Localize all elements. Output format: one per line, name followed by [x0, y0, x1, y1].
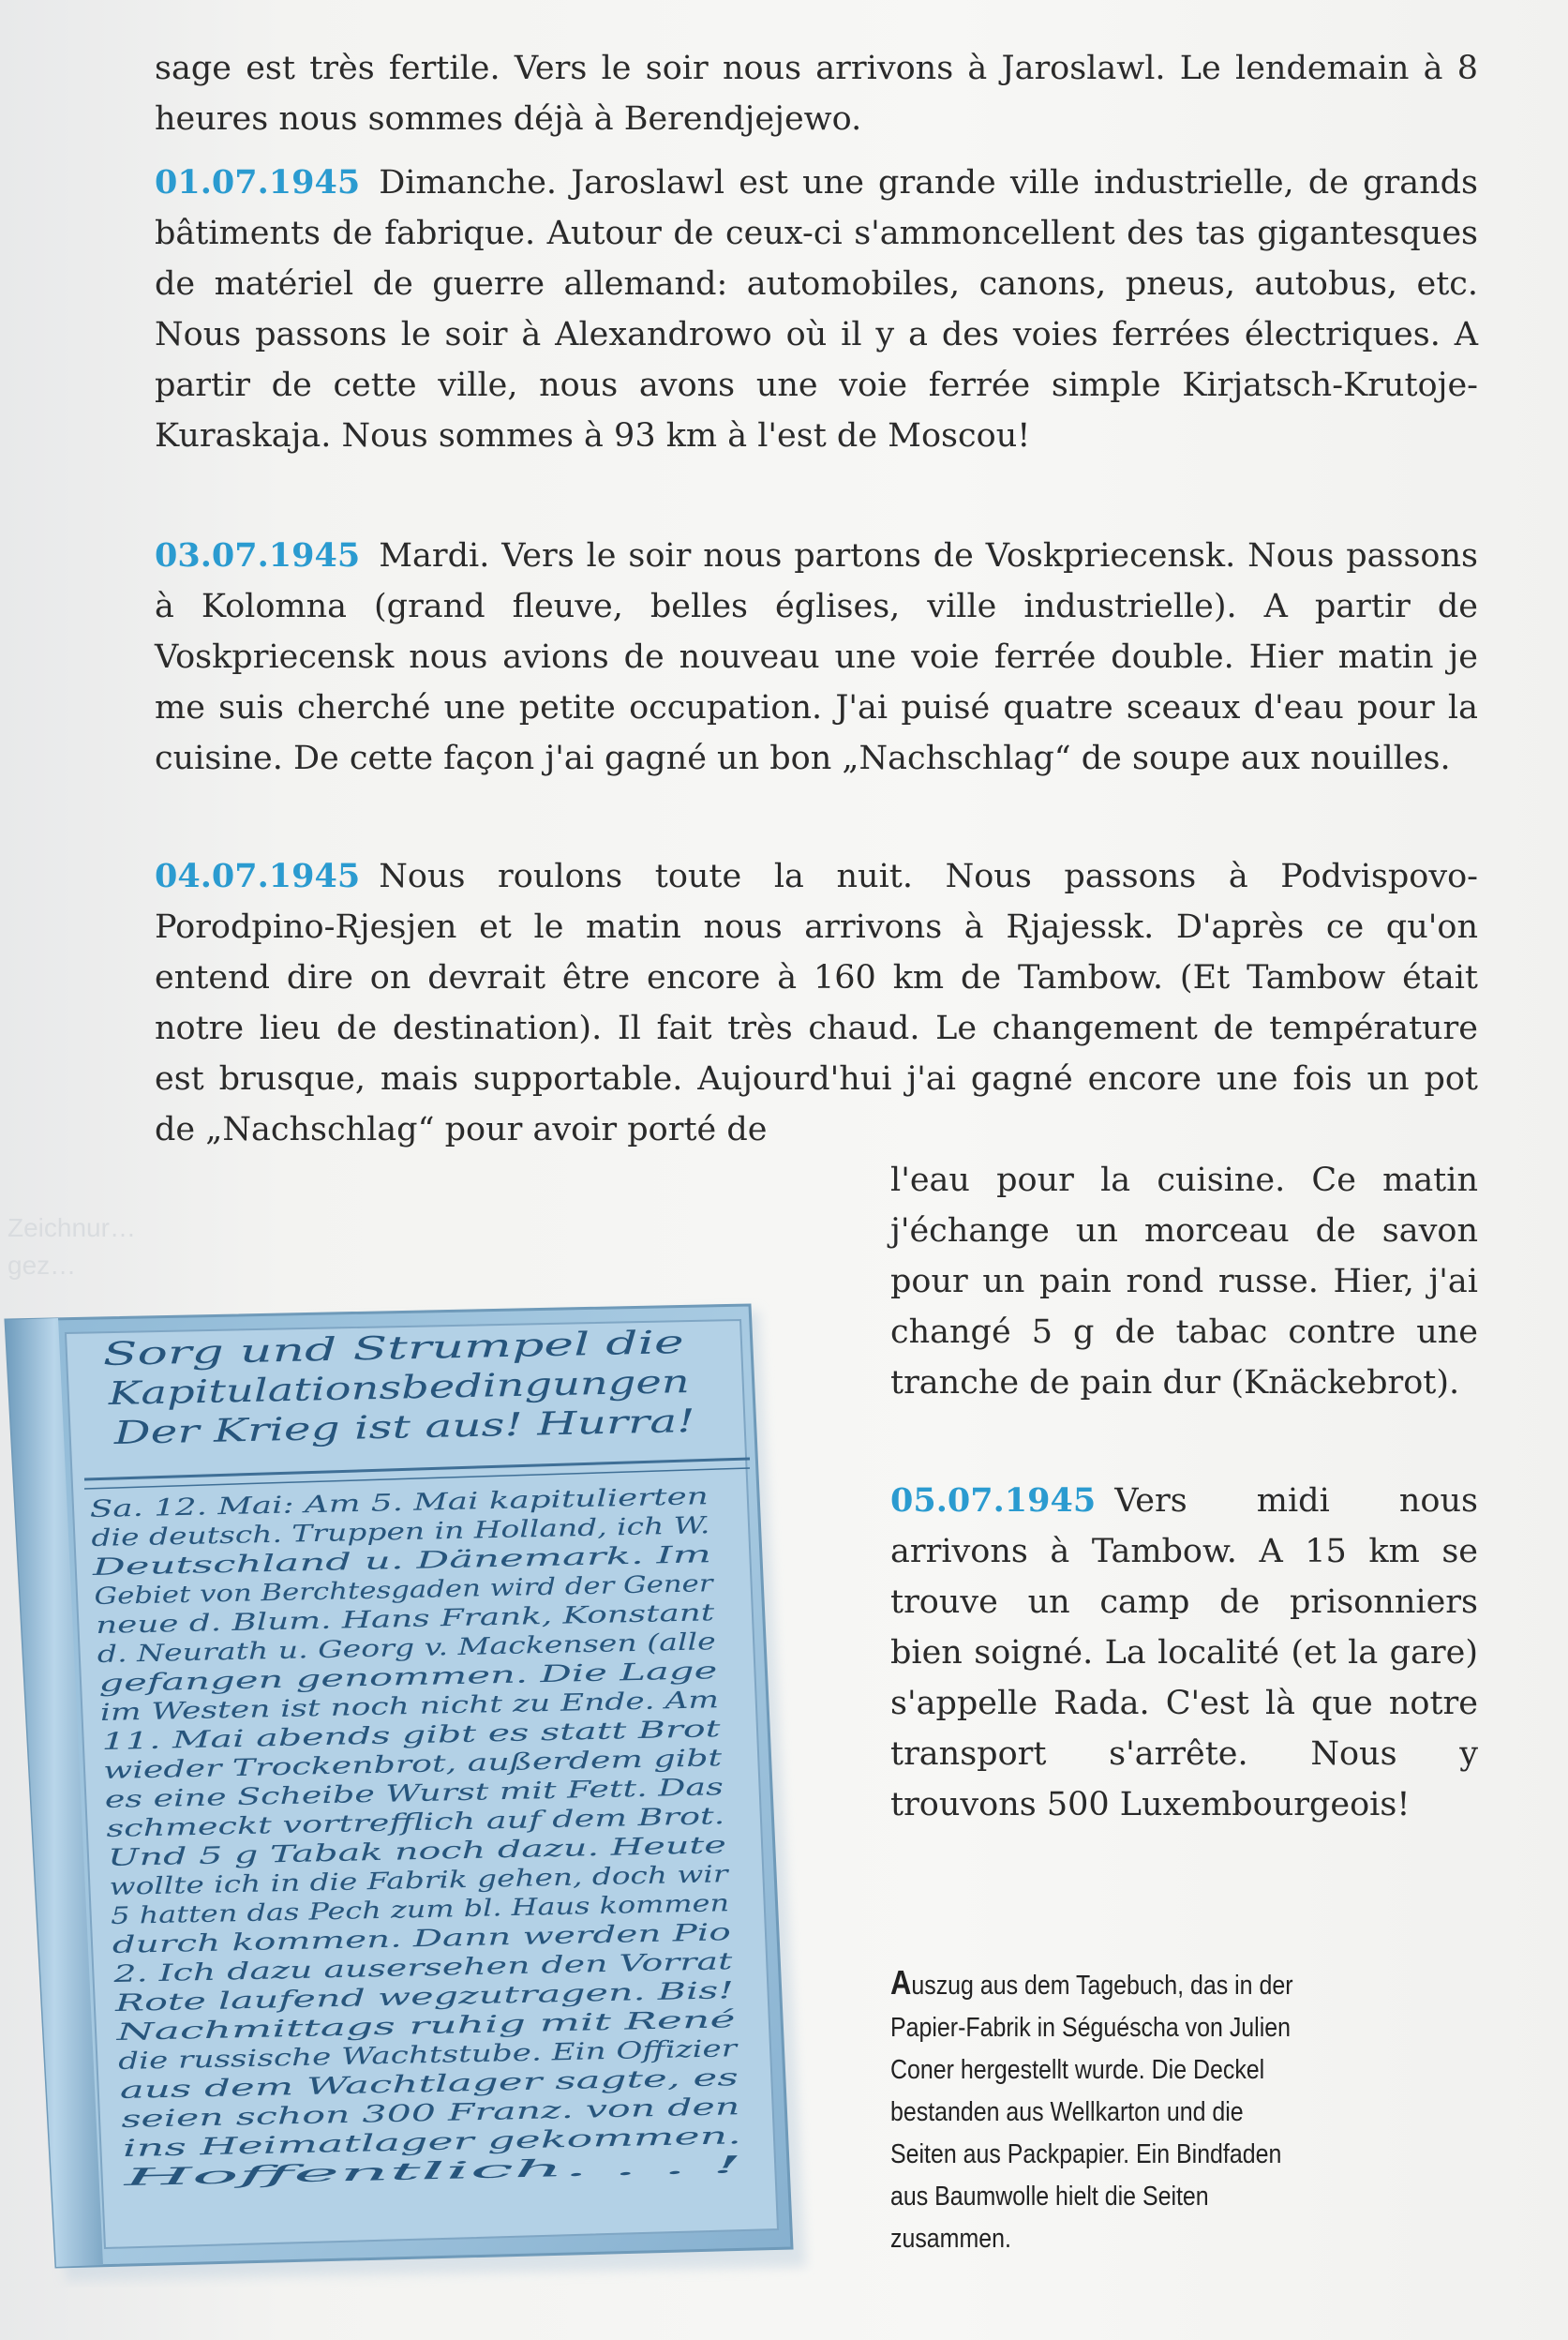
- entry-text: Nous roulons toute la nuit. Nous passons à Podvispovo-Porodpino-Rjesjen et le matin nous arrivons à Rjajessk. D'après ce qu'on entend dire on devrait être encore à 160 km de Tambow. (Et Tambow était notre lieu de destination). Il fait très chaud. Le changement de température est brusque, mais supportable. Aujourd'hui j'ai gagné encore une fois un pot de „Nachschlag“ pour avoir porté de: [155, 858, 1478, 1148]
- handwritten-line: Deutschland u. Dänemark. Im: [92, 1546, 450, 1581]
- entry-date: 05.07.1945: [890, 1481, 1097, 1520]
- handwritten-line: Der Krieg ist aus! Hurra!: [113, 1405, 522, 1452]
- entry-date: 01.07.1945: [155, 163, 361, 202]
- handwritten-line: wollte ich in die Fabrik gehen, doch wir: [109, 1863, 582, 1900]
- diary-notebook-photo: [0, 1292, 815, 2288]
- handwritten-line: seien schon 300 Franz. von den: [121, 2097, 499, 2133]
- entry-date: 04.07.1945: [155, 857, 361, 895]
- handwritten-line: 5 hatten das Pech zum bl. Haus kommen: [110, 1892, 596, 1929]
- faded-background-caption: Zeichnur… gez…: [7, 1213, 136, 1280]
- entry-text-continued: l'eau pour la cuisine. Ce matin j'échange un morceau de savon pour un pain rond russe. Hier, j'ai changé 5 g de tabac contre une tranche de pain dur (Knäckebrot).: [890, 1162, 1478, 1402]
- entry-date: 03.07.1945: [155, 536, 361, 575]
- handwritten-line: 11. Mai abends gibt es statt Brot: [101, 1719, 494, 1755]
- caption-initial: A: [890, 1963, 912, 2002]
- diary-entry-0407-continued: [890, 1155, 1478, 1408]
- image-caption: [890, 1961, 1309, 2260]
- handwritten-line: Kapitulationsbedingungen: [108, 1366, 536, 1413]
- diary-entry-0507: [890, 1476, 1478, 1830]
- entry-text: Vers midi nous arrivons à Tambow. A 15 km se trouve un camp de prisonniers bien soigné. La localité (et la gare) s'appelle Rada. C'est là que notre transport s'arrête. Nous y trouvons 500 Luxembourgeois!: [890, 1482, 1478, 1823]
- handwritten-line: Rote laufend wegzutragen. Bis!: [114, 1981, 491, 2017]
- handwritten-line: d. Neurath u. Georg v. Mackensen (alle: [97, 1630, 565, 1668]
- handwritten-line: wieder Trockenbrot, außerdem gibt: [102, 1748, 530, 1784]
- diary-entry-0407: [155, 851, 1478, 1155]
- handwritten-line: durch kommen. Dann werden Pio: [112, 1923, 511, 1958]
- paragraph-intro-text: sage est très fertile. Vers le soir nous arrivons à Jaroslawl. Le lendemain à 8 heures nous sommes déjà à Berendjejewo.: [155, 50, 1478, 138]
- handwritten-line: gefangen genommen. Die Lage: [98, 1661, 470, 1697]
- handwritten-line: Und 5 g Tabak noch dazu. Heute: [107, 1836, 498, 1871]
- handwritten-line: die deutsch. Truppen in Holland, ich W.: [91, 1514, 561, 1552]
- paragraph-intro: [155, 43, 1478, 144]
- entry-text: Mardi. Vers le soir nous partons de Voskpriecensk. Nous passons à Kolomna (grand fleuve, belles églises, ville industrielle). A partir de Voskpriecensk nous avions de nouveau une voie ferrée double. Hier matin je me suis cherché une petite occupation. J'ai puisé quatre sceaux d'eau pour la cuisine. De cette façon j'ai gagné un bon „Nachschlag“ de soupe aux nouilles.: [155, 537, 1478, 777]
- handwritten-line: Hoffentlich. . . !: [124, 2159, 312, 2191]
- handwritten-line: es eine Scheibe Wurst mit Fett. Das: [104, 1777, 530, 1813]
- diary-entry-0307: [155, 531, 1478, 784]
- handwritten-line: Nachmittags ruhig mit René: [116, 2011, 455, 2046]
- handwritten-line: Sa. 12. Mai: Am 5. Mai kapitulierten: [89, 1486, 524, 1522]
- caption-text: uszug aus dem Tagebuch, das in der Papier-Fabrik in Séguéscha von Julien Coner hergestellt wurde. Die Deckel bestanden aus Wellkarton und die Seiten aus Packpapier. Ein Bindfaden aus Baumwolle hielt die Seiten zusammen.: [890, 1971, 1293, 2254]
- diary-entry-0107: [155, 158, 1478, 461]
- handwritten-line: im Westen ist noch nicht zu Ende. Am: [99, 1688, 551, 1726]
- handwritten-line: schmeckt vortrefflich auf dem Brot.: [106, 1806, 530, 1842]
- handwritten-line: neue d. Blum. Hans Frank, Konstant: [95, 1602, 530, 1639]
- handwritten-line: Gebiet von Berchtesgaden wird der Gener: [94, 1571, 598, 1610]
- handwritten-line: die russische Wachtstube. Ein Offizier: [117, 2037, 572, 2075]
- entry-text: Dimanche. Jaroslawl est une grande ville industrielle, de grands bâtiments de fabrique. Autour de ceux-ci s'ammoncellent des tas gigantesques de matériel de guerre allemand: automobiles, canons, pneus, autobus, etc. Nous passons le soir à Alexandrowo où il y a des voies ferrées électriques. A partir de cette ville, nous avons une voie ferrée simple Kirjatsch-Krutoje-Kuraskaja. Nous sommes à 93 km à l'est de Moscou!: [155, 164, 1478, 455]
- handwritten-line: ins Heimatlager gekommen.: [122, 2127, 460, 2162]
- handwritten-line: Sorg und Strumpel die: [102, 1328, 471, 1373]
- handwritten-line: aus dem Wachtlager sagte, es: [119, 2069, 475, 2104]
- handwritten-line: 2. Ich dazu ausersehen den Vorrat: [113, 1951, 523, 1988]
